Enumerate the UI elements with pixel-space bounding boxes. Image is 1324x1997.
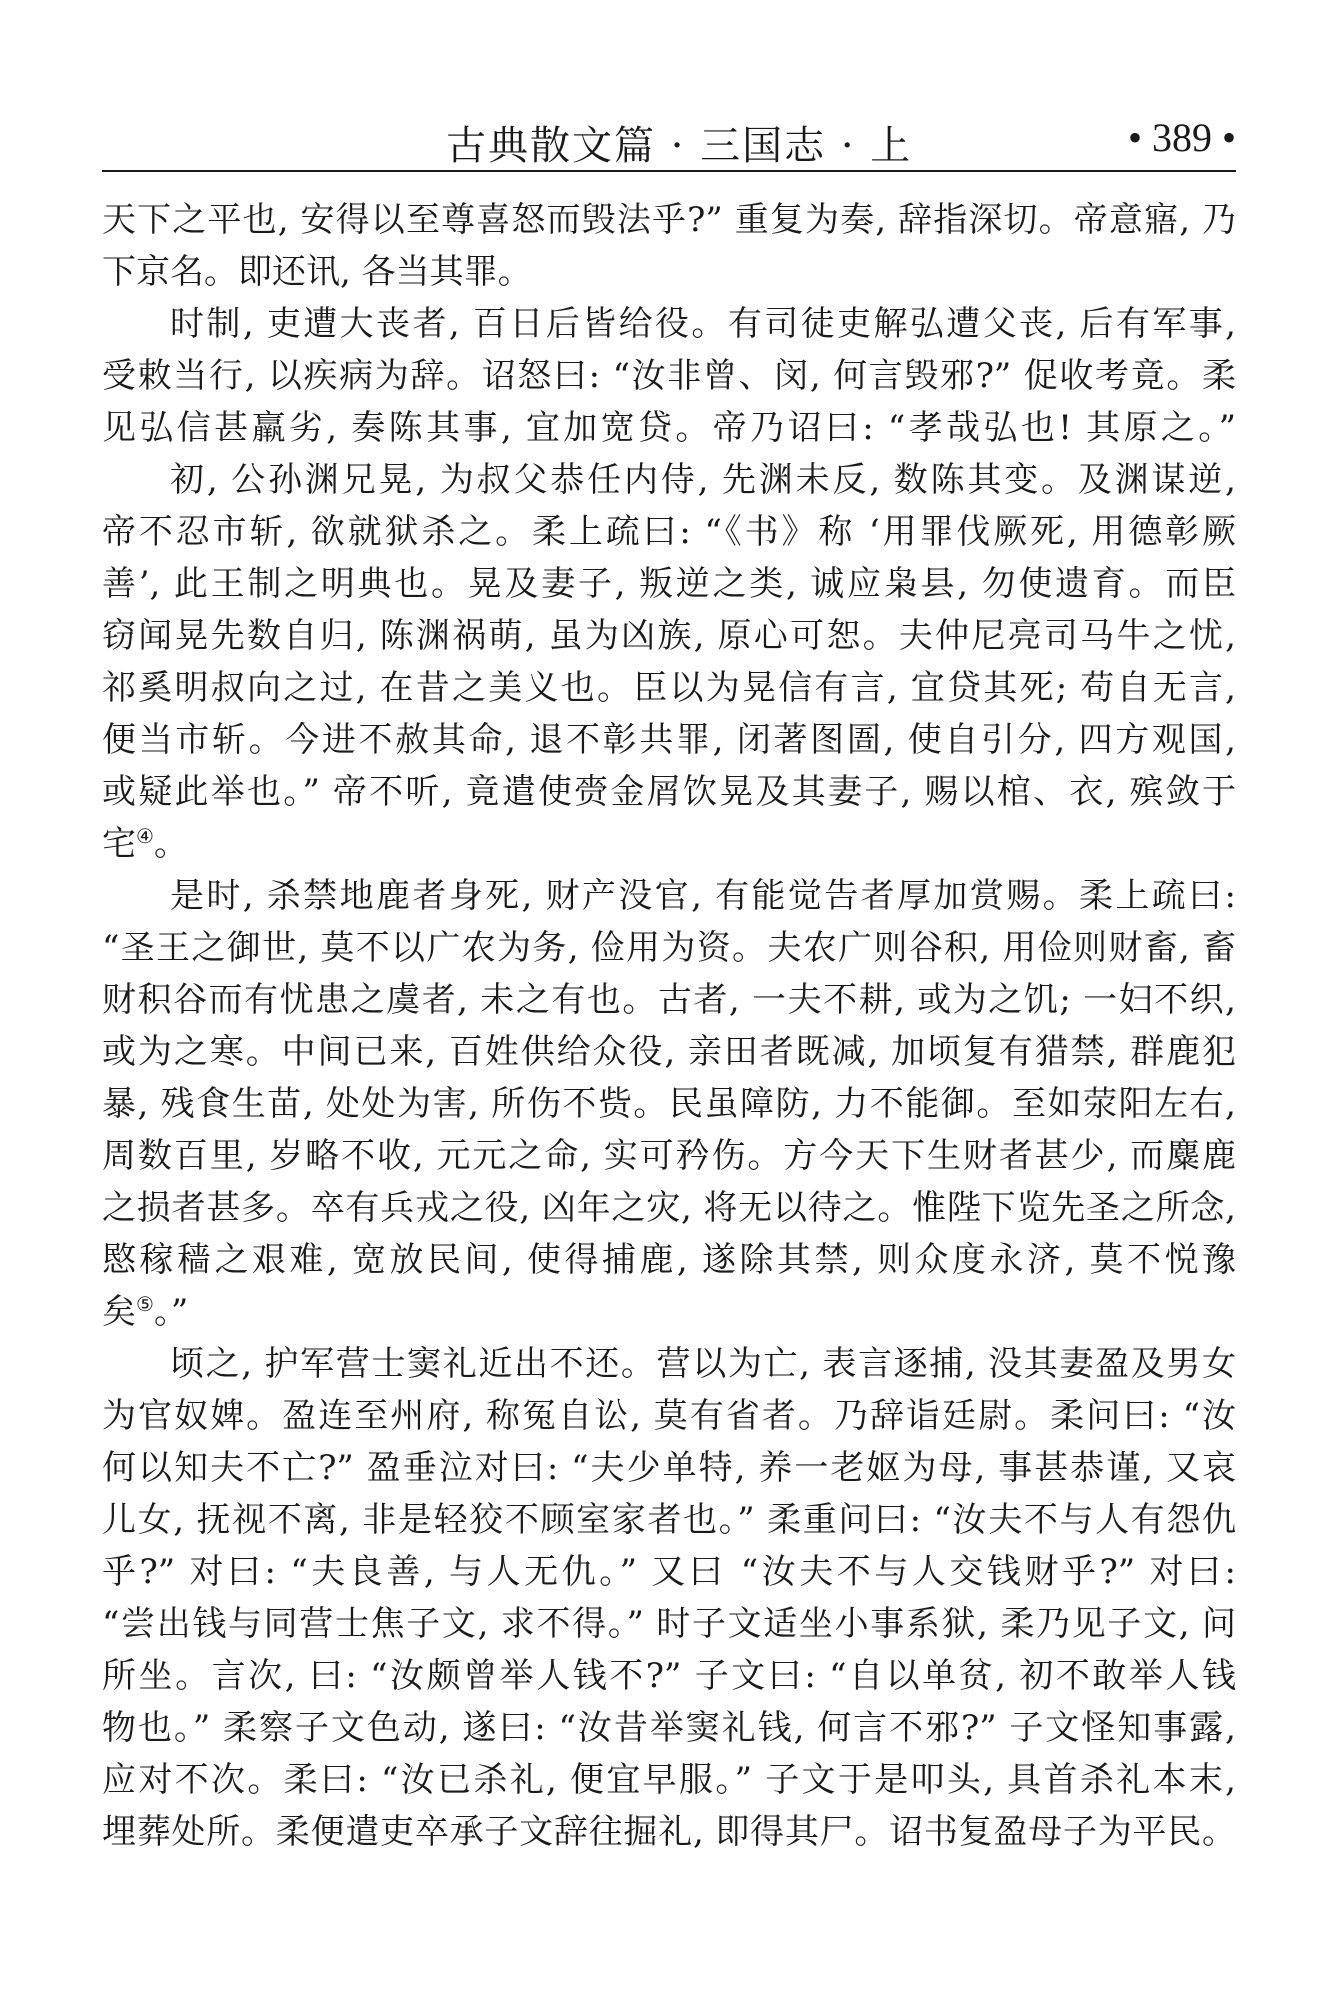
text-line: 所坐。言次, 曰: “汝颇曾举人钱不?” 子文曰: “自以单贫, 初不敢举人钱 xyxy=(102,1656,1236,1696)
text-fragment: 矣 xyxy=(102,1292,136,1332)
text-line: 愍稼穑之艰难, 宽放民间, 使得捕鹿, 遂除其禁, 则众度永济, 莫不悦豫 xyxy=(102,1240,1236,1280)
text-line: 便当市斩。今进不赦其命, 退不彰共罪, 闭著图圄, 使自引分, 四方观国, xyxy=(102,720,1236,760)
text-line: 乎?” 对曰: “夫良善, 与人无仇。” 又曰 “汝夫不与人交钱财乎?” 对曰: xyxy=(102,1552,1236,1592)
text-line: 善’, 此王制之明典也。晃及妻子, 叛逆之类, 诚应枭县, 勿使遗育。而臣 xyxy=(102,564,1236,604)
text-line: 应对不次。柔曰: “汝已杀礼, 便宜早服。” 子文于是叩头, 具首杀礼本末, xyxy=(102,1760,1236,1800)
text-line: 暴, 残食生苗, 处处为害, 所伤不赀。民虽障防, 力不能御。至如荥阳左右, xyxy=(102,1084,1236,1124)
text-line: 儿女, 抚视不离, 非是轻狡不顾室家者也。” 柔重问曰: “汝夫不与人有怨仇 xyxy=(102,1500,1236,1540)
text-line: 窃闻晃先数自归, 陈渊祸萌, 虽为凶族, 原心可恕。夫仲尼亮司马牛之忧, xyxy=(102,616,1236,656)
body-text xyxy=(102,194,1236,1858)
header-rule xyxy=(102,170,1236,172)
text-fragment: 。” xyxy=(153,1292,189,1332)
text-line: 或为之寒。中间已来, 百姓供给众役, 亲田者既减, 加顷复有猎禁, 群鹿犯 xyxy=(102,1032,1236,1072)
header-title: 古典散文篇 · 三国志 · 上 xyxy=(446,123,913,169)
text-line: “圣王之御世, 莫不以广农为务, 俭用为资。夫农广则谷积, 用俭则财畜, 畜 xyxy=(102,928,1236,968)
text-fragment: 宅 xyxy=(102,824,136,864)
text-fragment: 。 xyxy=(153,824,188,864)
paragraph-start-line: 时制, 吏遭大丧者, 百日后皆给役。有司徒吏解弘遭父丧, 后有军事, xyxy=(170,304,1236,344)
text-line: “尝出钱与同营士焦子文, 求不得。” 时子文适坐小事系狱, 柔乃见子文, 问 xyxy=(102,1604,1236,1644)
text-line: 下京名。即还讯, 各当其罪。 xyxy=(102,252,532,292)
footnote-marker: ④ xyxy=(136,824,154,848)
text-line: 见弘信甚羸劣, 奏陈其事, 宜加宽贷。帝乃诏曰: “孝哉弘也! 其原之。” xyxy=(102,408,1236,448)
paragraph-start-line: 是时, 杀禁地鹿者身死, 财产没官, 有能觉告者厚加赏赐。柔上疏曰: xyxy=(170,876,1236,916)
text-line: 财积谷而有忧患之虞者, 未之有也。古者, 一夫不耕, 或为之饥; 一妇不织, xyxy=(102,980,1236,1020)
text-line: 何以知夫不亡?” 盈垂泣对曰: “夫少单特, 养一老妪为母, 事甚恭谨, 又哀 xyxy=(102,1448,1236,1488)
paragraph-start-line: 顷之, 护军营士窦礼近出不还。营以为亡, 表言逐捕, 没其妻盈及男女 xyxy=(170,1344,1236,1384)
text-line: 物也。” 柔察子文色动, 遂曰: “汝昔举窦礼钱, 何言不邪?” 子文怪知事露, xyxy=(102,1708,1236,1748)
text-line: 帝不忍市斩, 欲就狱杀之。柔上疏曰: “《书》称 ‘用罪伐厥死, 用德彰厥 xyxy=(102,512,1236,552)
text-line: 埋葬处所。柔便遣吏卒承子文辞往掘礼, 即得其尸。诏书复盈母子为平民。 xyxy=(102,1812,1236,1852)
text-line: 周数百里, 岁略不收, 元元之命, 实可矜伤。方今天下生财者甚少, 而麋鹿 xyxy=(102,1136,1236,1176)
text-line: 受敕当行, 以疾病为辞。诏怒曰: “汝非曾、闵, 何言毁邪?” 促收考竟。柔 xyxy=(102,356,1236,396)
text-line: 或疑此举也。” 帝不听, 竟遣使赍金屑饮晃及其妻子, 赐以棺、衣, 殡敛于 xyxy=(102,772,1236,812)
page-number: • 389 • xyxy=(1127,115,1236,160)
footnote-marker: ⑤ xyxy=(136,1292,154,1316)
text-line xyxy=(102,1286,1236,1338)
text-line xyxy=(102,818,1236,870)
paragraph-start-line: 初, 公孙渊兄晃, 为叔父恭任内侍, 先渊未反, 数陈其变。及渊谋逆, xyxy=(170,460,1236,500)
text-line: 天下之平也, 安得以至尊喜怒而毁法乎?” 重复为奏, 辞指深切。帝意寤, 乃 xyxy=(102,200,1236,240)
text-line: 之损者甚多。卒有兵戎之役, 凶年之灾, 将无以待之。惟陛下览先圣之所念, xyxy=(102,1188,1236,1228)
text-line: 为官奴婢。盈连至州府, 称冤自讼, 莫有省者。乃辞诣廷尉。柔问曰: “汝 xyxy=(102,1396,1236,1436)
running-header xyxy=(102,96,1236,170)
text-line: 祁奚明叔向之过, 在昔之美义也。臣以为晃信有言, 宜贷其死; 苟自无言, xyxy=(102,668,1236,708)
